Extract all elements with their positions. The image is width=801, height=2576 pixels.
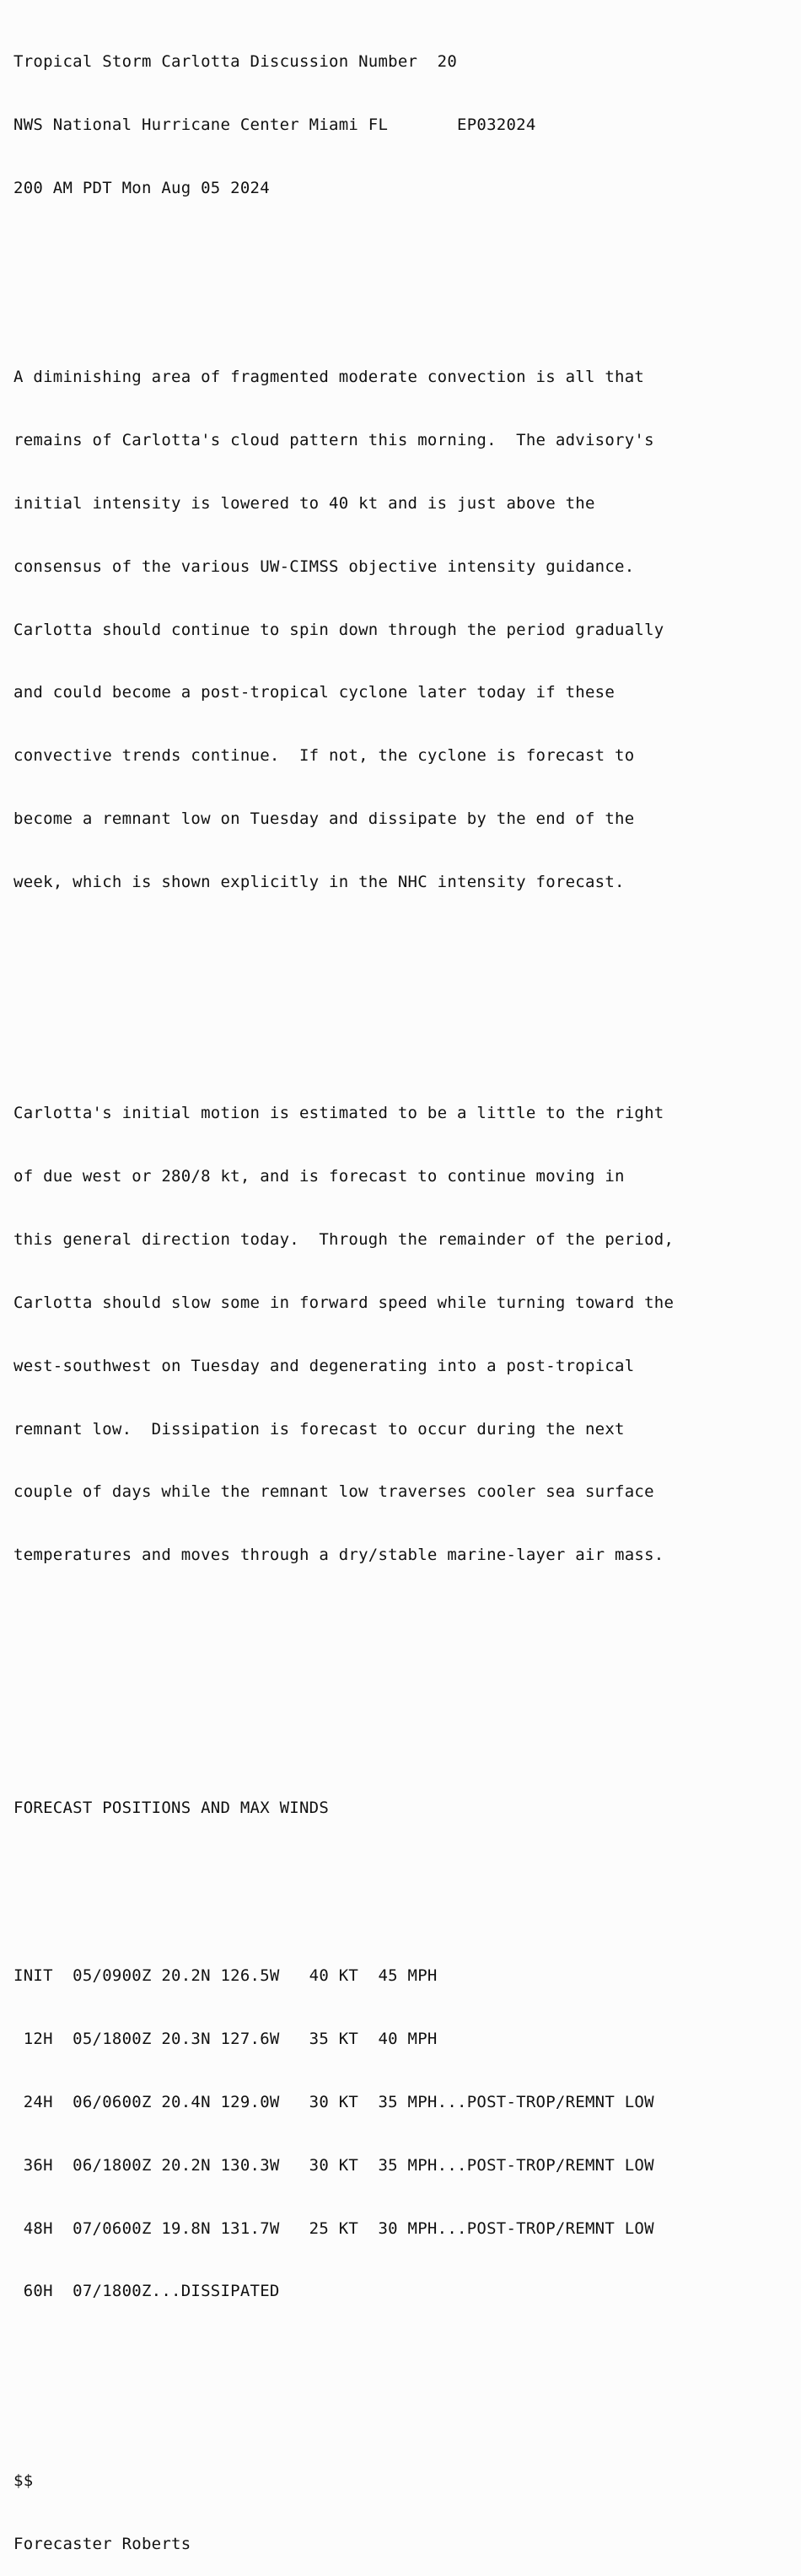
forecast-table <box>13 1923 801 2344</box>
issuing-office: NWS National Hurricane Center Miami FL EP032024 <box>13 115 536 134</box>
paragraph-line: Carlotta should slow some in forward speed while turning toward the <box>13 1293 675 1312</box>
blank-line <box>13 1860 801 1881</box>
paragraph-line: remains of Carlotta's cloud pattern this morning. The advisory's <box>13 430 654 449</box>
forecast-row: 36H 06/1800Z 20.2N 130.3W 30 KT 35 MPH...POST-TROP/REMNT LOW <box>13 2155 654 2175</box>
paragraph-line: week, which is shown explicitly in the NHC intensity forecast. <box>13 872 625 891</box>
forecaster-signature: Forecaster Roberts <box>13 2534 191 2553</box>
paragraph-line: A diminishing area of fragmented moderate convection is all that <box>13 368 645 387</box>
forecast-row: 60H 07/1800Z...DISSIPATED <box>13 2282 280 2301</box>
paragraph-line: and could become a post-tropical cyclone later today if these <box>13 683 616 702</box>
forecast-row: 48H 07/0600Z 19.8N 131.7W 25 KT 30 MPH...POST-TROP/REMNT LOW <box>13 2218 654 2238</box>
paragraph-line: couple of days while the remnant low traverses cooler sea surface <box>13 1482 654 1502</box>
forecast-row: INIT 05/0900Z 20.2N 126.5W 40 KT 45 MPH <box>13 1966 438 1986</box>
paragraph-line: consensus of the various UW-CIMSS objective intensity guidance. <box>13 557 635 576</box>
motion-paragraph <box>13 1061 801 1608</box>
paragraph-line: become a remnant low on Tuesday and dissipate by the end of the <box>13 809 635 829</box>
paragraph-line: remnant low. Dissipation is forecast to occur during the next <box>13 1419 625 1439</box>
paragraph-line: Carlotta should continue to spin down through the period gradually <box>13 620 664 639</box>
paragraph-line: convective trends continue. If not, the cyclone is forecast to <box>13 746 635 766</box>
forecast-row: 24H 06/0600Z 20.4N 129.0W 30 KT 35 MPH...POST-TROP/REMNT LOW <box>13 2092 654 2111</box>
paragraph-line: west-southwest on Tuesday and degenerating into a post-tropical <box>13 1356 635 1375</box>
product-terminator: $$ <box>13 2471 34 2490</box>
paragraph-line: of due west or 280/8 kt, and is forecast to continue moving in <box>13 1167 625 1186</box>
blank-line <box>13 240 801 261</box>
blank-line <box>13 1713 801 1734</box>
blank-line <box>13 1650 801 1671</box>
intensity-paragraph <box>13 325 801 935</box>
paragraph-line: this general direction today. Through the remainder of the period, <box>13 1230 675 1250</box>
paragraph-line: Carlotta's initial motion is estimated to be a little to the right <box>13 1104 664 1123</box>
discussion-title: Tropical Storm Carlotta Discussion Number 20 <box>13 51 458 71</box>
paragraph-line: initial intensity is lowered to 40 kt and is just above the <box>13 493 595 513</box>
issue-time: 200 AM PDT Mon Aug 05 2024 <box>13 178 270 197</box>
forecast-row: 12H 05/1800Z 20.3N 127.6W 35 KT 40 MPH <box>13 2030 438 2049</box>
blank-line <box>13 977 801 998</box>
blank-line <box>13 2386 801 2407</box>
paragraph-line: temperatures and moves through a dry/stable marine-layer air mass. <box>13 1546 664 1565</box>
forecast-heading: FORECAST POSITIONS AND MAX WINDS <box>13 1798 330 1817</box>
